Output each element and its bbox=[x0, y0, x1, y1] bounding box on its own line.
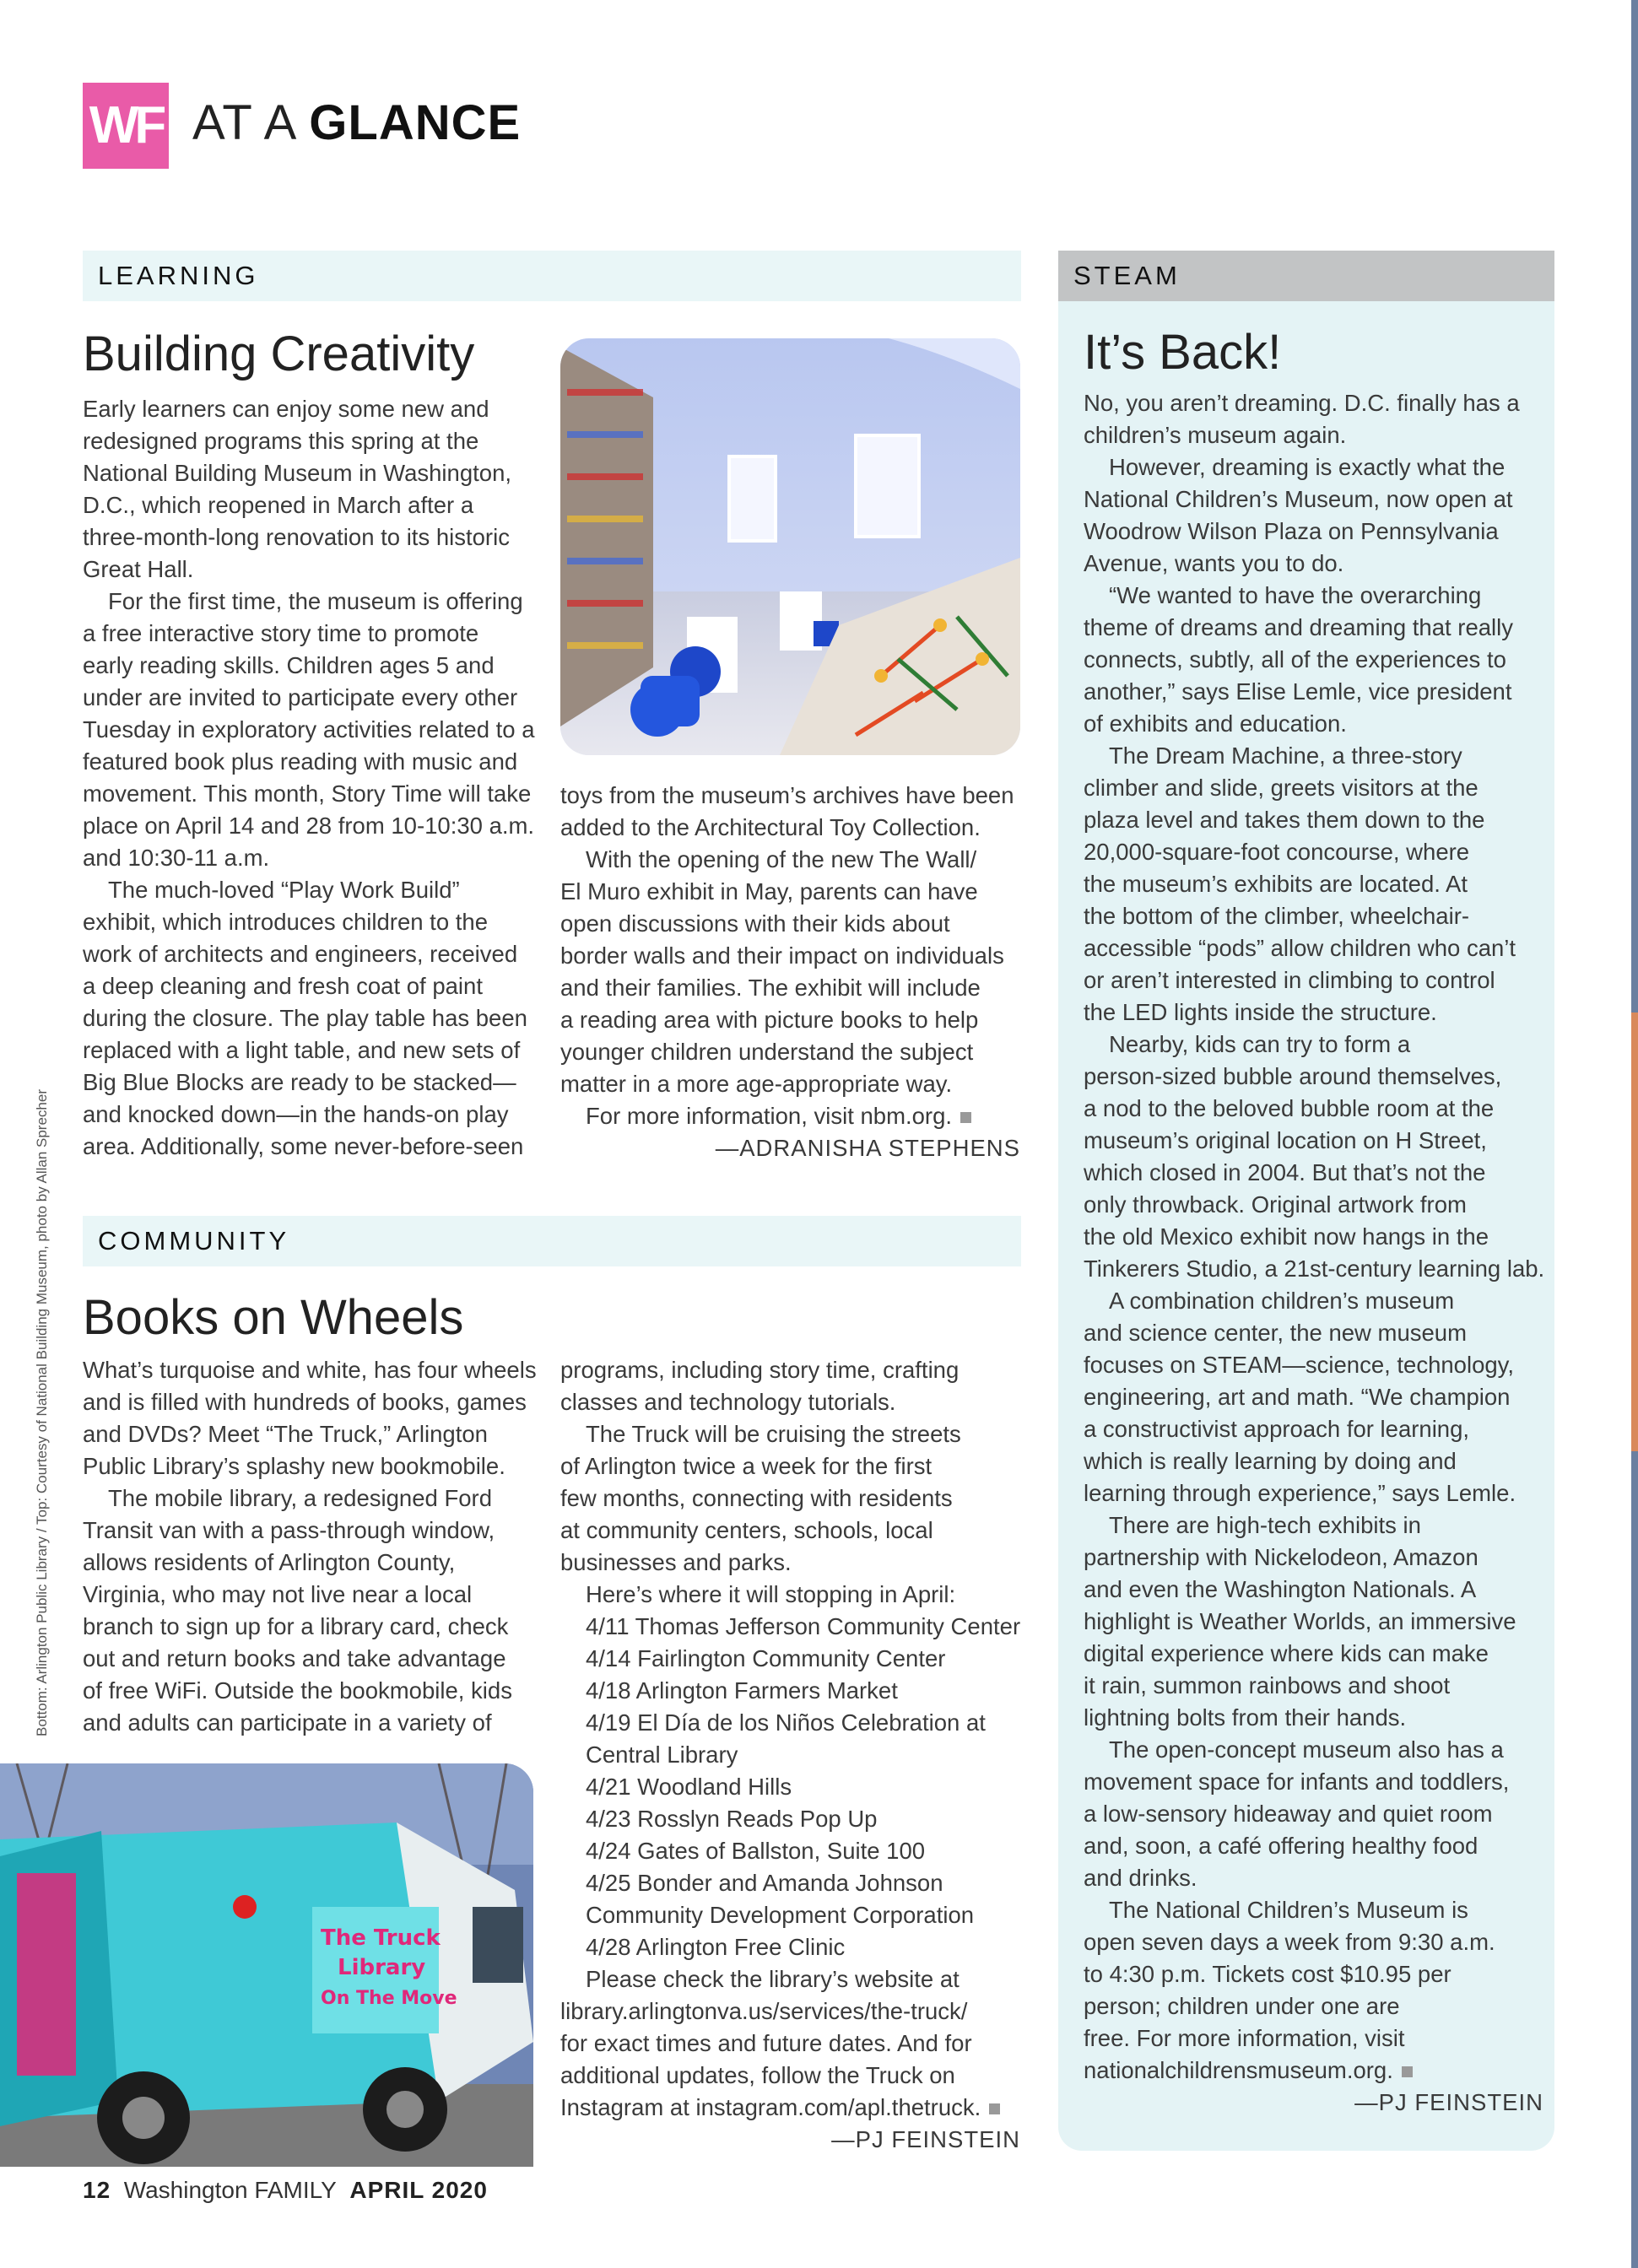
paragraph: The open-concept museum also has a movement space for infants and toddlers, a low-sensory hideaway and quiet room and, soon, a café offering healthy food and drinks. bbox=[1084, 1736, 1510, 1891]
list-item: 4/11 Thomas Jefferson Community Center bbox=[586, 1613, 1021, 1639]
paragraph: programs, including story time, crafting classes and technology tutorials. bbox=[560, 1357, 960, 1415]
truck-sign-line-1: The Truck bbox=[321, 1925, 441, 1951]
community-column-1 bbox=[83, 1354, 543, 1739]
paragraph: The mobile library, a redesigned Ford Transit van with a pass-through window, allows residents of Arlington County, Virginia, who may not live near a local branch to sign up for a library card, check out and return books and take advantage of free WiFi. Outside the bookmobile, kids and adults can participate in a variety of bbox=[83, 1485, 512, 1736]
page-footer bbox=[83, 2177, 488, 2204]
paragraph: No, you aren’t dreaming. D.C. finally has a children’s museum again. bbox=[1084, 390, 1520, 448]
paragraph: Please check the library’s website at library.arlingtonva.us/services/the-truck/ for exact times and future dates. And for additional updates, follow the Truck on Instagram at instagram.com/apl.thetruck. bbox=[560, 1963, 1020, 2124]
paragraph: “We wanted to have the overarching theme of dreams and dreaming that really connects, subtly, all of the experiences to another,” says Elise Lemle, vice president of exhibits and education. bbox=[1084, 582, 1514, 737]
paragraph: Here’s where it will stopping in April: bbox=[586, 1581, 956, 1607]
byline: —PJ FEINSTEIN bbox=[1354, 2089, 1543, 2115]
paragraph: A combination children’s museum and science center, the new museum focuses on STEAM—science, technology, engineering, art and math. “We champion a constructivist approach for learning, which is really learning by doing and learning through experience,” says Lemle. bbox=[1084, 1288, 1516, 1506]
section-bar-community: COMMUNITY bbox=[83, 1216, 1021, 1266]
list-item: 4/21 Woodland Hills bbox=[586, 1774, 792, 1800]
page-number: 12 bbox=[83, 2177, 111, 2203]
truck-sign-line-3: On The Move bbox=[321, 1988, 457, 2009]
paragraph: With the opening of the new The Wall/ El Muro exhibit in May, parents can have open discussions with their kids about border walls and their impact on individuals and their families. The exhibit will include a reading area with picture books to help younger children understand the subject matter in a more age-appropriate way. bbox=[560, 846, 1004, 1097]
bookmobile-truck-photo bbox=[0, 1763, 533, 2167]
issue-date: APRIL 2020 bbox=[349, 2177, 488, 2203]
learning-column-1 bbox=[83, 393, 543, 1163]
title-bold: GLANCE bbox=[309, 95, 522, 150]
list-item: 4/24 Gates of Ballston, Suite 100 bbox=[586, 1838, 926, 1864]
headline-its-back: It’s Back! bbox=[1084, 325, 1282, 380]
headline-building-creativity: Building Creativity bbox=[83, 327, 475, 381]
list-item: 4/19 El Día de los Niños Celebration at bbox=[586, 1709, 986, 1736]
title-light: AT A bbox=[192, 95, 295, 150]
paragraph: The National Children’s Museum is open seven days a week from 9:30 a.m. to 4:30 p.m. Tickets cost $10.95 per person; children under one are free. For more information, visit nationalchildrensmuseum.org. bbox=[1084, 1897, 1495, 2083]
steam-column bbox=[1084, 387, 1543, 2119]
paragraph: However, dreaming is exactly what the National Children’s Museum, now open at Woodrow Wilson Plaza on Pennsylvania Avenue, wants you to do. bbox=[1084, 454, 1513, 576]
list-item: Central Library bbox=[586, 1742, 738, 1768]
photo-credit: Bottom: Arlington Public Library / Top: Courtesy of National Building Museum, photo by Allan Sprecher bbox=[34, 1089, 50, 1736]
paragraph: The Dream Machine, a three-story climber and slide, greets visitors at the plaza level and takes them down to the 20,000-square-foot concourse, where the museum’s exhibits are located. At the bottom of the climber, wheelchair- accessible “pods” allow children who can’t or aren’t interested in climbing to control the LED lights inside the structure. bbox=[1084, 742, 1516, 1025]
list-item: 4/14 Fairlington Community Center bbox=[586, 1645, 946, 1671]
list-item: 4/23 Rosslyn Reads Pop Up bbox=[586, 1806, 878, 1832]
nbm-link: For more information, visit nbm.org. bbox=[560, 1100, 1020, 1132]
end-mark-icon bbox=[960, 1112, 971, 1123]
paragraph: The much-loved “Play Work Build” exhibit, which introduces children to the work of architects and engineers, received a deep cleaning and fresh coat of paint during the closure. The play table has been replaced with a light table, and new sets of Big Blue Blocks are ready to be stacked— and knocked down—in the hands-on play area. Additionally, some never-before-seen bbox=[83, 877, 527, 1159]
paragraph: Early learners can enjoy some new and redesigned programs this spring at the National Building Museum in Washington, D.C., which reopened in March after a three-month-long renovation to its historic Great Hall. bbox=[83, 396, 511, 582]
community-column-2 bbox=[560, 1354, 1020, 2156]
end-mark-icon bbox=[1402, 2066, 1413, 2077]
list-item: 4/25 Bonder and Amanda Johnson bbox=[586, 1870, 943, 1896]
paragraph: toys from the museum’s archives have been added to the Architectural Toy Collection. bbox=[560, 782, 1014, 840]
list-item: Community Development Corporation bbox=[586, 1902, 975, 1928]
paragraph: The Truck will be cruising the streets of Arlington twice a week for the first few months, connecting with residents at community centers, schools, local businesses and parks. bbox=[560, 1421, 961, 1575]
list-item: 4/28 Arlington Free Clinic bbox=[586, 1934, 846, 1960]
section-bar-learning: LEARNING bbox=[83, 251, 1021, 301]
page-edge-accent bbox=[1631, 1012, 1638, 1451]
section-bar-steam: STEAM bbox=[1058, 251, 1554, 301]
end-mark-icon bbox=[989, 2103, 1000, 2114]
paragraph: There are high-tech exhibits in partnership with Nickelodeon, Amazon and even the Washington Nationals. A highlight is Weather Worlds, an immersive digital experience where kids can make it rain, summon rainbows and shoot lightning bolts from their hands. bbox=[1084, 1512, 1516, 1731]
schedule-list bbox=[560, 1611, 1020, 1963]
wf-logo: WF bbox=[83, 83, 169, 169]
magazine-name: Washington FAMILY bbox=[123, 2177, 337, 2203]
paragraph: What’s turquoise and white, has four wheels and is filled with hundreds of books, games and DVDs? Meet “The Truck,” Arlington Public Library’s splashy new bookmobile. bbox=[83, 1357, 537, 1479]
learning-column-2 bbox=[560, 780, 1020, 1164]
page-title bbox=[192, 94, 521, 151]
byline: —PJ FEINSTEIN bbox=[831, 2126, 1020, 2152]
headline-books-on-wheels: Books on Wheels bbox=[83, 1290, 464, 1345]
museum-gallery-photo bbox=[560, 338, 1020, 755]
truck-sign-line-2: Library bbox=[338, 1955, 426, 1980]
list-item: 4/18 Arlington Farmers Market bbox=[586, 1677, 898, 1704]
paragraph: Nearby, kids can try to form a person-sized bubble around themselves, a nod to the beloved bubble room at the museum’s original location on H Street, which closed in 2004. But that’s not the only throwback. Original artwork from the old Mexico exhibit now hangs in the Tinkerers Studio, a 21st-century learning lab. bbox=[1084, 1031, 1545, 1282]
paragraph bbox=[560, 1100, 1020, 1132]
paragraph: For the first time, the museum is offering a free interactive story time to promote early reading skills. Children ages 5 and under are invited to participate every other Tuesday in exploratory activities related to a featured book plus reading with music and movement. This month, Story Time will take place on April 14 and 28 from 10-10:30 a.m. and 10:30-11 a.m. bbox=[83, 588, 535, 871]
byline: —ADRANISHA STEPHENS bbox=[715, 1135, 1020, 1161]
